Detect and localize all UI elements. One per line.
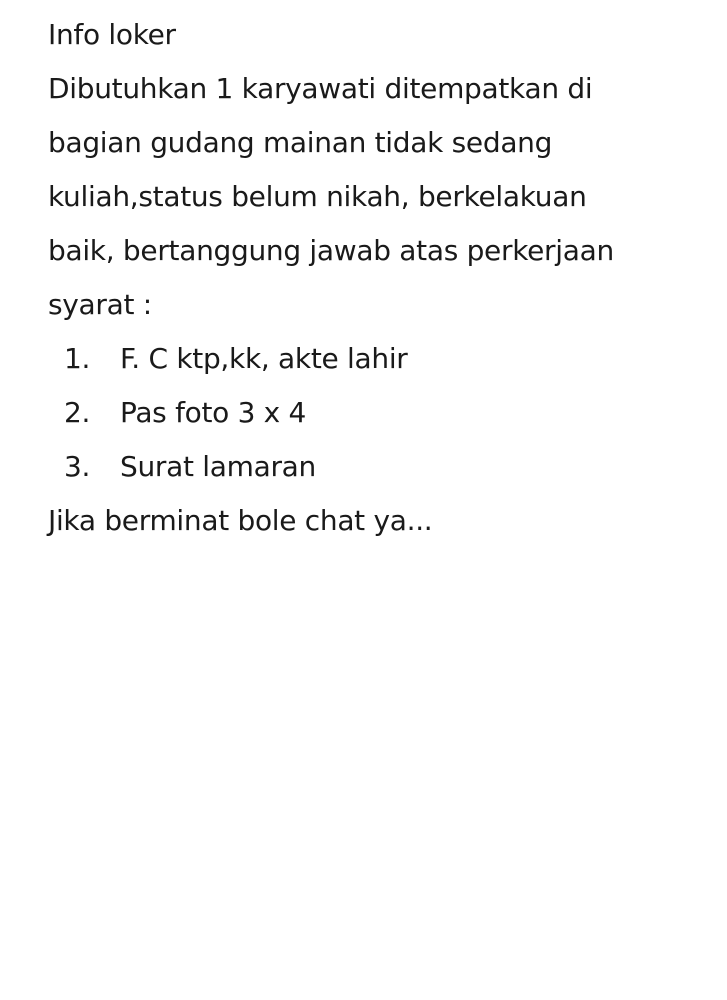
list-item-text: F. C ktp,kk, akte lahir (120, 342, 408, 375)
list-item (48, 332, 697, 386)
job-post-document (48, 8, 697, 548)
list-item (48, 386, 697, 440)
list-item-number: 2. (64, 396, 91, 429)
closing-line: Jika berminat bole chat ya... (48, 504, 433, 537)
requirements-list (48, 332, 697, 494)
list-item-number: 3. (64, 450, 91, 483)
post-title: Info loker (48, 18, 176, 51)
body-line: kuliah,status belum nikah, berkelakuan (48, 180, 587, 213)
list-item-number: 1. (64, 342, 91, 375)
body-line: bagian gudang mainan tidak sedang (48, 126, 553, 159)
requirements-label: syarat : (48, 288, 152, 321)
list-item (48, 440, 697, 494)
list-item-text: Surat lamaran (120, 450, 316, 483)
body-line: Dibutuhkan 1 karyawati ditempatkan di (48, 72, 593, 105)
body-line: baik, bertanggung jawab atas perkerjaan (48, 234, 614, 267)
list-item-text: Pas foto 3 x 4 (120, 396, 307, 429)
